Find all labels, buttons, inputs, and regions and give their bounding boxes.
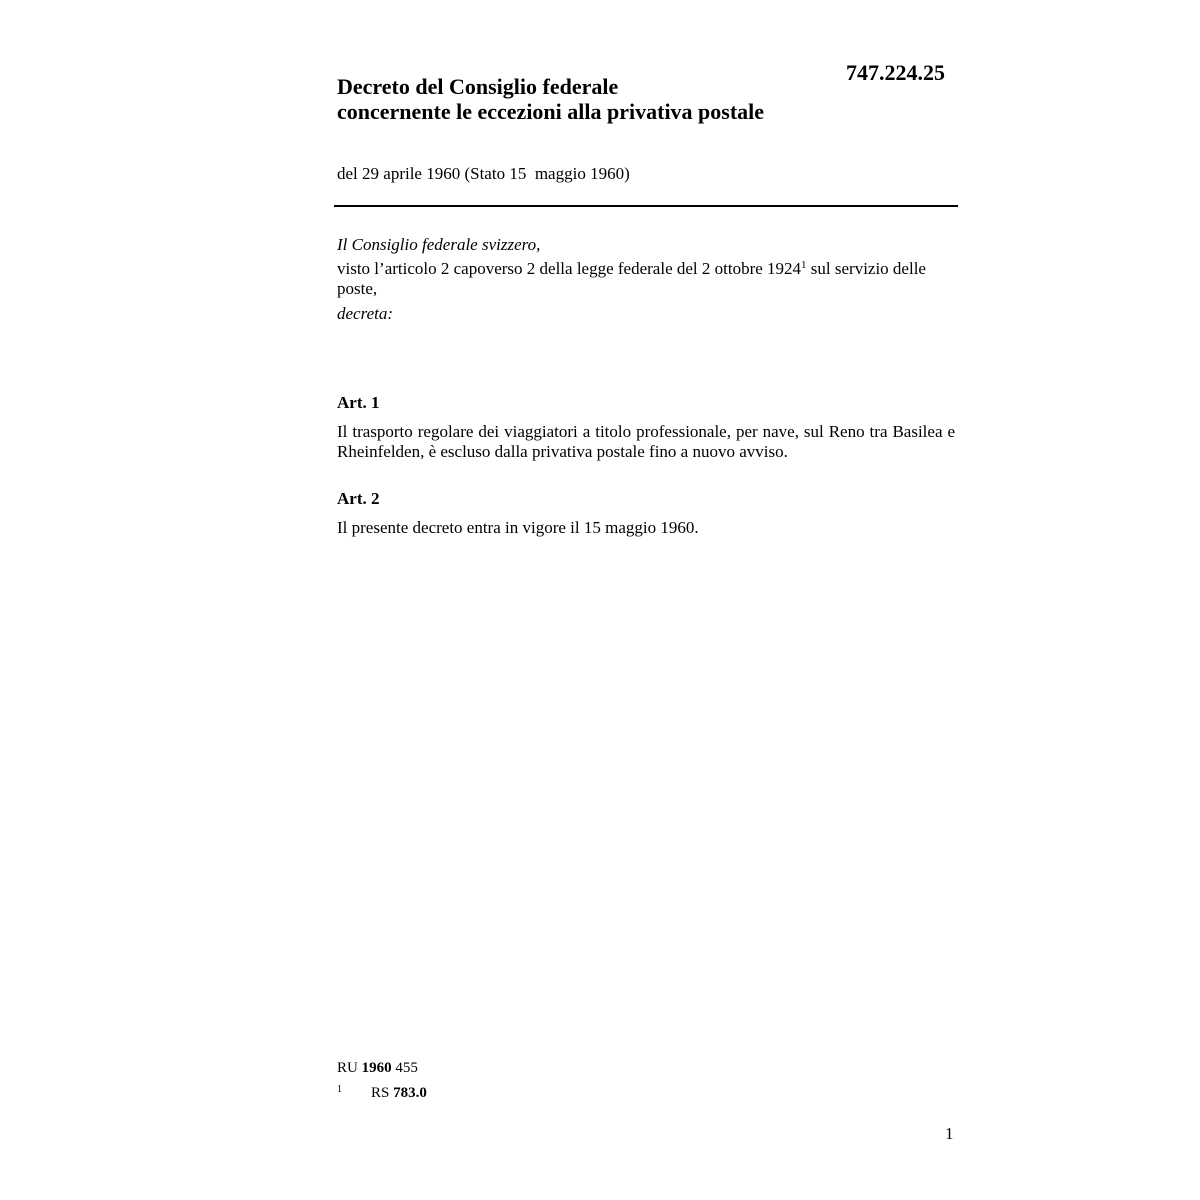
title-line-2: concernente le eccezioni alla privativa postale xyxy=(337,99,765,124)
page-number: 1 xyxy=(945,1124,954,1143)
legal-basis-text: visto l’articolo 2 capoverso 2 della legge federale del 2 ottobre 1924 xyxy=(337,259,802,278)
header-divider xyxy=(334,205,958,207)
title-line-1: Decreto del Consiglio federale xyxy=(337,74,619,99)
article-1-body: Il trasporto regolare dei viaggiatori a titolo professionale, per nave, sul Reno tra Basilea e Rheinfelden, è escluso dalla privativa postale fino a nuovo avviso. xyxy=(337,422,955,461)
ru-page: 455 xyxy=(391,1060,418,1076)
article-1 xyxy=(337,393,955,462)
preamble xyxy=(337,235,957,324)
document-title xyxy=(337,74,857,124)
article-1-heading: Art. 1 xyxy=(337,393,380,412)
footnotes xyxy=(337,1058,427,1104)
footnote-prefix: RS xyxy=(371,1085,394,1101)
article-2-body: Il presente decreto entra in vigore il 15 maggio 1960. xyxy=(337,518,699,537)
article-2 xyxy=(337,489,955,538)
ru-year: 1960 xyxy=(361,1060,392,1076)
enacting-formula: decreta: xyxy=(337,304,394,323)
ru-prefix: RU xyxy=(337,1060,362,1076)
footnote-number[interactable]: 783.0 xyxy=(393,1085,427,1101)
footnote-reference[interactable]: 1 xyxy=(801,259,807,271)
legal-basis-text-after: sul servizio delle poste, xyxy=(337,259,926,298)
footnote-mark: 1 xyxy=(337,1084,342,1095)
sr-number: 747.224.25 xyxy=(846,60,945,85)
official-compilation-reference xyxy=(337,1058,427,1079)
enacting-authority: Il Consiglio federale svizzero, xyxy=(337,235,541,254)
article-2-heading: Art. 2 xyxy=(337,489,380,508)
legal-basis xyxy=(337,259,957,299)
footnote-1 xyxy=(337,1079,427,1104)
document-date: del 29 aprile 1960 (Stato 15 maggio 1960) xyxy=(337,164,630,183)
